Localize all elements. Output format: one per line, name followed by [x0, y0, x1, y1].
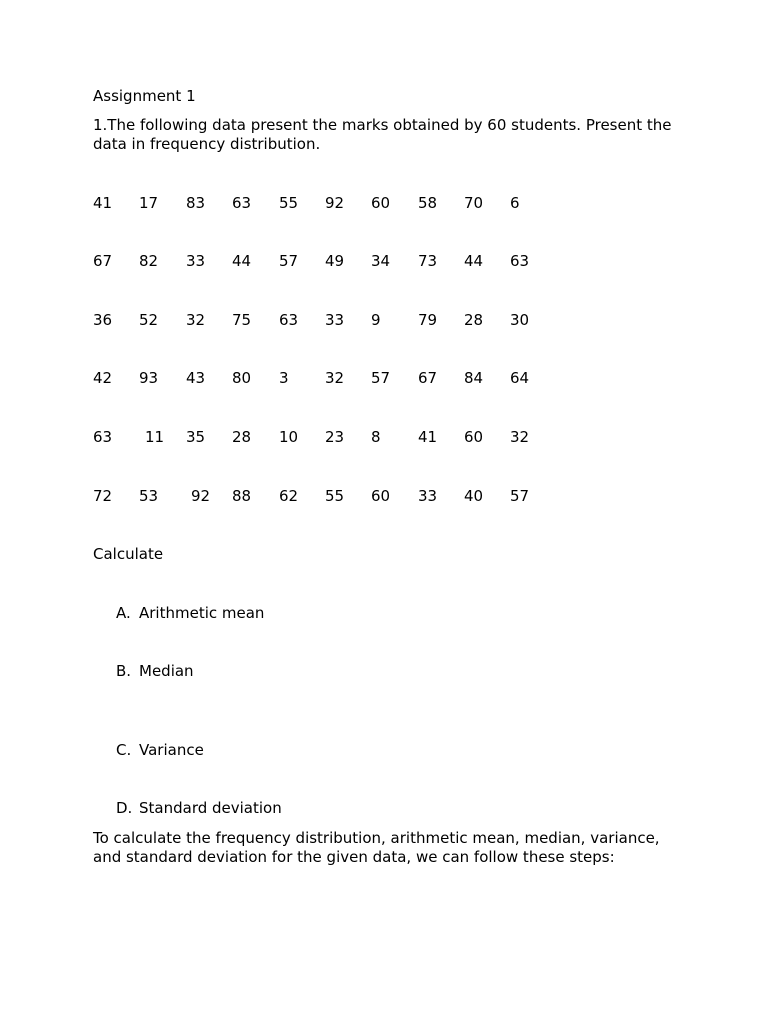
mark-cell: 32 [510, 428, 530, 446]
mark-cell: 35 [186, 428, 206, 446]
mark-cell: 93 [139, 369, 159, 387]
task-item-c [116, 741, 204, 760]
mark-cell: 53 [139, 487, 159, 505]
mark-cell: 17 [139, 194, 159, 212]
mark-cell: 75 [232, 311, 252, 329]
mark-cell: 33 [325, 311, 345, 329]
task-label: Standard deviation [139, 799, 282, 817]
mark-cell: 41 [93, 194, 113, 212]
task-marker: B. [116, 662, 132, 680]
mark-cell: 88 [232, 487, 252, 505]
mark-cell: 64 [510, 369, 530, 387]
mark-cell: 73 [418, 252, 438, 270]
task-item-b [116, 662, 194, 681]
mark-cell: 84 [464, 369, 484, 387]
mark-cell: 60 [371, 487, 391, 505]
task-label: Arithmetic mean [139, 604, 265, 622]
task-item-d [116, 799, 282, 818]
task-marker: D. [116, 799, 133, 817]
mark-cell: 44 [464, 252, 484, 270]
mark-cell: 83 [186, 194, 206, 212]
mark-cell: 23 [325, 428, 345, 446]
mark-cell: 49 [325, 252, 345, 270]
mark-cell: 57 [510, 487, 530, 505]
mark-cell: 10 [279, 428, 299, 446]
task-label: Variance [139, 741, 204, 759]
mark-cell: 58 [418, 194, 438, 212]
mark-cell: 41 [418, 428, 438, 446]
mark-cell: 42 [93, 369, 113, 387]
mark-cell: 44 [232, 252, 252, 270]
mark-cell: 62 [279, 487, 299, 505]
mark-cell: 6 [510, 194, 520, 212]
mark-cell: 28 [464, 311, 484, 329]
answer-intro-text: To calculate the frequency distribution, arithmetic mean, median, variance, and standard deviation for the given data, we can follow these steps: [93, 829, 660, 866]
mark-cell: 70 [464, 194, 484, 212]
mark-cell: 43 [186, 369, 206, 387]
mark-cell: 9 [371, 311, 381, 329]
mark-cell: 30 [510, 311, 530, 329]
mark-cell: 67 [418, 369, 438, 387]
task-marker: A. [116, 604, 131, 622]
mark-cell: 79 [418, 311, 438, 329]
task-item-a [116, 604, 264, 623]
mark-cell: 63 [510, 252, 530, 270]
mark-cell: 55 [325, 487, 345, 505]
mark-cell: 8 [371, 428, 381, 446]
mark-cell: 82 [139, 252, 159, 270]
mark-cell: 32 [325, 369, 345, 387]
mark-cell: 67 [93, 252, 113, 270]
mark-cell: 60 [371, 194, 391, 212]
mark-cell: 32 [186, 311, 206, 329]
mark-cell: 33 [418, 487, 438, 505]
mark-cell: 11 [145, 428, 165, 446]
mark-cell: 92 [325, 194, 345, 212]
question-text: 1.The following data present the marks obtained by 60 students. Present the data in frequency distribution. [93, 116, 672, 153]
mark-cell: 3 [279, 369, 289, 387]
mark-cell: 28 [232, 428, 252, 446]
mark-cell: 52 [139, 311, 159, 329]
mark-cell: 63 [232, 194, 252, 212]
calculate-label: Calculate [93, 545, 164, 563]
mark-cell: 36 [93, 311, 113, 329]
mark-cell: 33 [186, 252, 206, 270]
mark-cell: 40 [464, 487, 484, 505]
mark-cell: 34 [371, 252, 391, 270]
mark-cell: 63 [93, 428, 113, 446]
mark-cell: 55 [279, 194, 299, 212]
mark-cell: 92 [191, 487, 211, 505]
task-marker: C. [116, 741, 132, 759]
mark-cell: 60 [464, 428, 484, 446]
mark-cell: 57 [279, 252, 299, 270]
mark-cell: 80 [232, 369, 252, 387]
mark-cell: 72 [93, 487, 113, 505]
task-label: Median [139, 662, 194, 680]
mark-cell: 63 [279, 311, 299, 329]
assignment-title: Assignment 1 [93, 87, 196, 105]
mark-cell: 57 [371, 369, 391, 387]
